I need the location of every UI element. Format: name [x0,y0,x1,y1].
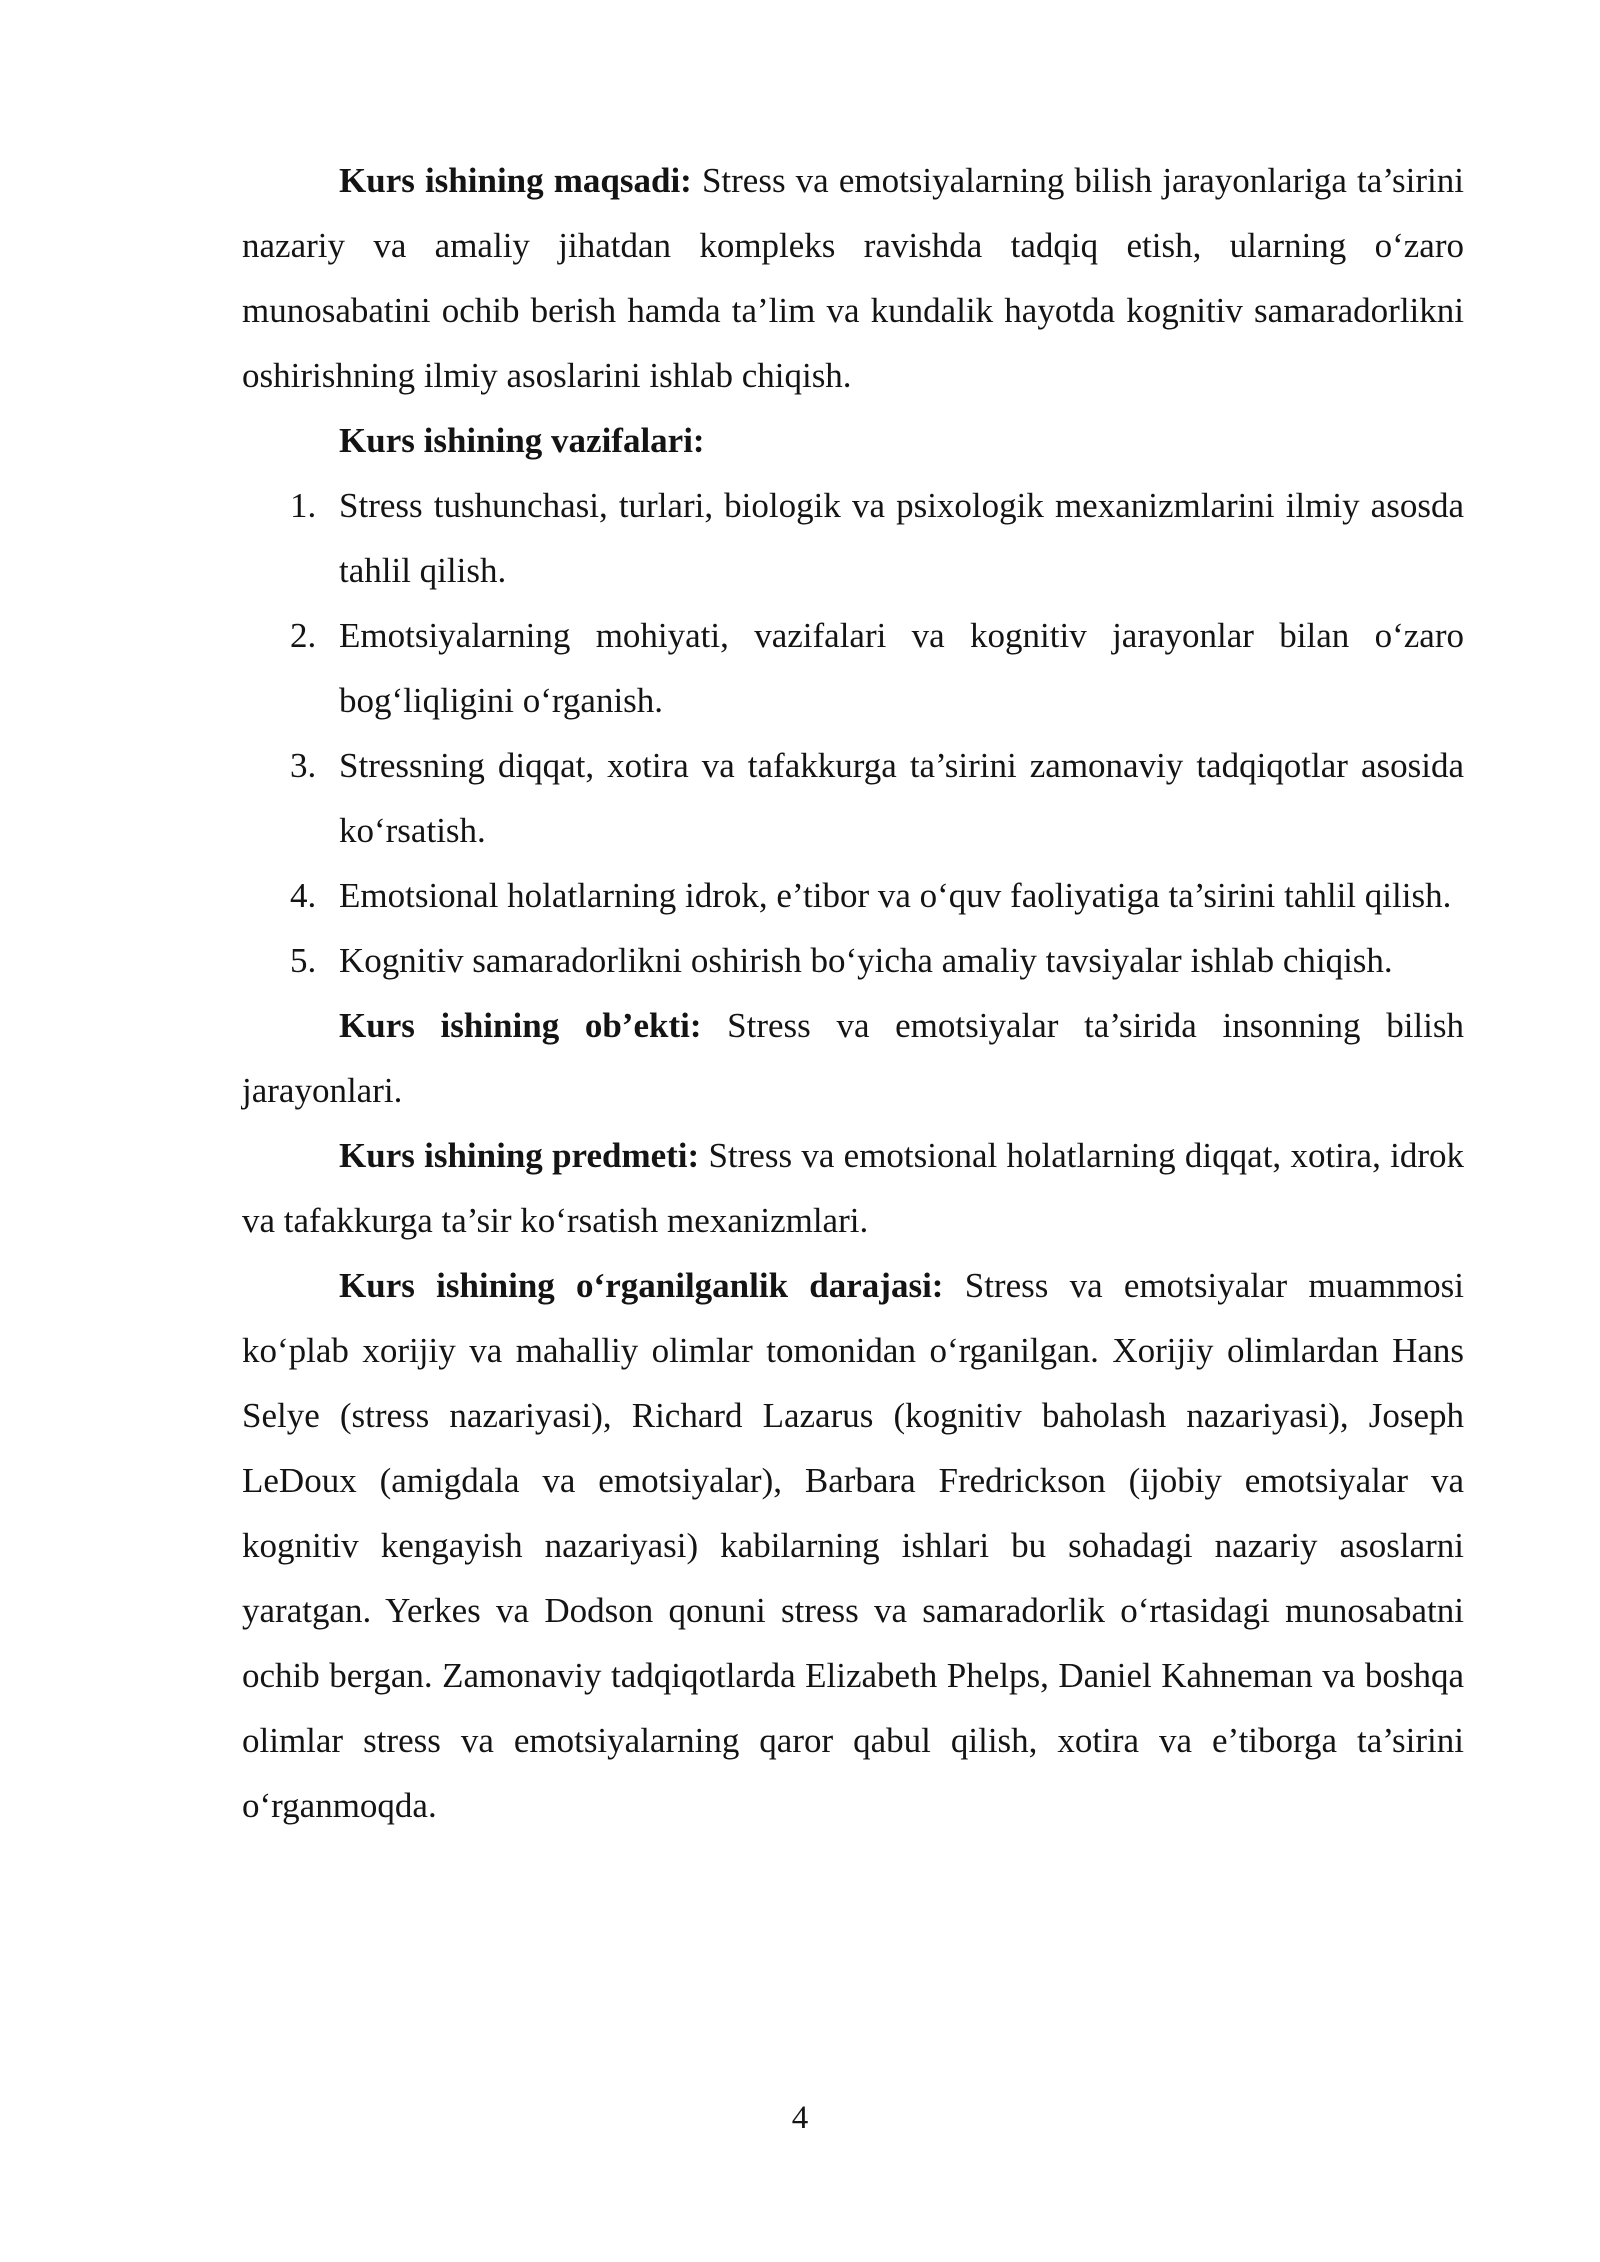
task-text: Stressning diqqat, xotira va tafakkurga ta’sirini zamonaviy tadqiqotlar asosida ko‘rsatish. [339,746,1464,850]
task-item [242,928,1464,993]
task-item [242,473,1464,603]
tasks-heading: Kurs ishining vazifalari: [339,421,705,460]
task-number: 3. [290,746,317,785]
task-item [242,733,1464,863]
task-item [242,603,1464,733]
study-level-paragraph [242,1253,1464,1838]
task-text: Stress tushunchasi, turlari, biologik va psixologik mexanizmlarini ilmiy asosda tahlil qilish. [339,486,1464,590]
subject-paragraph [242,1123,1464,1253]
object-label: Kurs ishining ob’ekti: [339,1006,702,1045]
task-text: Emotsiyalarning mohiyati, vazifalari va kognitiv jarayonlar bilan o‘zaro bog‘liqligini o‘rganish. [339,616,1464,720]
study-level-text: Stress va emotsiyalar muammosi ko‘plab xorijiy va mahalliy olimlar tomonidan o‘rganilgan. Xorijiy olimlardan Hans Selye (stress nazariyasi), Richard Lazarus (kognitiv baholash nazariyasi), Joseph LeDoux (amigdala va emotsiyalar), Barbara Fredrickson (ijobiy emotsiyalar va kognitiv kengayish nazariyasi) kabilarning ishlari bu sohadagi nazariy asoslarni yaratgan. Yerkes va Dodson qonuni stress va samaradorlik o‘rtasidagi munosabatni ochib bergan. Zamonaviy tadqiqotlarda Elizabeth Phelps, Daniel Kahneman va boshqa olimlar stress va emotsiyalarning qaror qabul qilish, xotira va e’tiborga ta’sirini o‘rganmoqda. [242,1266,1465,1825]
task-number: 5. [290,941,317,980]
object-paragraph [242,993,1464,1123]
tasks-list [242,473,1464,993]
page-number: 4 [791,2100,809,2136]
study-level-label: Kurs ishining o‘rganilganlik darajasi: [339,1266,944,1305]
purpose-text: Stress va emotsiyalarning bilish jarayonlariga ta’sirini nazariy va amaliy jihatdan kompleks ravishda tadqiq etish, ularning o‘zaro munosabatini ochib berish hamda ta’lim va kundalik hayotda kognitiv samaradorlikni oshirishning ilmiy asoslarini ishlab chiqish. [242,161,1464,395]
object-text: Stress va emotsiyalar ta’sirida insonning bilish jarayonlari. [242,1006,1464,1110]
task-item [242,863,1464,928]
purpose-label: Kurs ishining maqsadi: [339,161,692,200]
task-text: Emotsional holatlarning idrok, e’tibor va o‘quv faoliyatiga ta’sirini tahlil qilish. [339,876,1452,915]
document-page [242,148,1464,1838]
purpose-paragraph [242,148,1464,408]
task-number: 1. [290,486,317,525]
task-number: 2. [290,616,317,655]
task-text: Kognitiv samaradorlikni oshirish bo‘yicha amaliy tavsiyalar ishlab chiqish. [339,941,1393,980]
subject-label: Kurs ishining predmeti: [339,1136,700,1175]
task-number: 4. [290,876,317,915]
subject-text: Stress va emotsional holatlarning diqqat, xotira, idrok va tafakkurga ta’sir ko‘rsatish mexanizmlari. [242,1136,1464,1240]
